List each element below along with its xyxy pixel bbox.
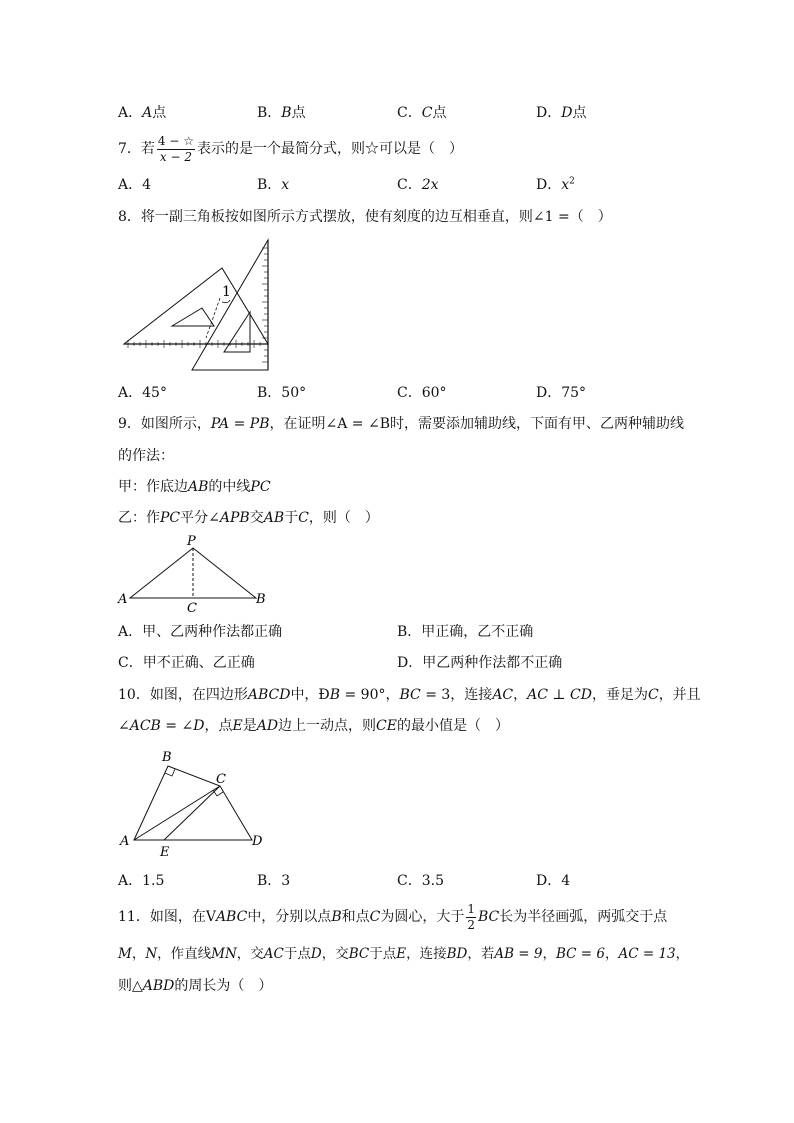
- option-letter: B．: [397, 624, 422, 640]
- option-value: 2x: [421, 177, 439, 193]
- q8-option-a: [118, 383, 167, 403]
- q8-option-c: [397, 383, 447, 403]
- option-letter: A．: [118, 105, 143, 121]
- option-letter: C．: [397, 873, 422, 889]
- text: ∠: [118, 718, 130, 734]
- q10-figure: [118, 746, 268, 860]
- q7-suffix: 表示的是一个最简分式，则☆可以是（ ）: [197, 141, 463, 157]
- q10-option-d: [536, 871, 570, 891]
- text: ，连接: [406, 946, 447, 962]
- text: ，点: [204, 718, 233, 734]
- option-value: 45°: [142, 385, 167, 401]
- math: C: [298, 510, 309, 526]
- math: PA = PB: [210, 416, 270, 432]
- math: PC: [160, 510, 181, 526]
- text: 边上一动点，则: [278, 718, 377, 734]
- option-text: 甲正确，乙不正确: [421, 624, 534, 640]
- math: AC = 13: [618, 946, 676, 962]
- option-letter: A．: [118, 624, 143, 640]
- option-letter: D．: [397, 655, 423, 671]
- option-var: C: [421, 105, 433, 121]
- text: ，在证明∠A = ∠B时，需要添加辅助线，下面有甲、乙两种辅助线: [269, 416, 685, 432]
- text: ，则（ ）: [308, 510, 379, 526]
- text: 于点: [369, 946, 397, 962]
- option-text: 甲不正确、乙正确: [142, 655, 255, 671]
- q9-stem-line2: 的作法：: [118, 448, 174, 464]
- label-c: C: [216, 772, 226, 787]
- text: ，: [542, 946, 556, 962]
- q7-stem: [118, 132, 463, 166]
- q9-option-b: [397, 622, 533, 642]
- text: ，: [675, 946, 690, 962]
- math: M: [118, 946, 132, 962]
- angle-1-label: 1: [222, 284, 231, 300]
- option-letter: D．: [536, 873, 562, 889]
- text: 平分∠: [180, 510, 220, 526]
- option-value: x: [281, 177, 290, 193]
- math: AC ⊥ CD: [527, 687, 592, 703]
- math: AB: [263, 510, 285, 526]
- option-value: 3.5: [421, 873, 444, 889]
- text: ，: [513, 687, 528, 703]
- math: AB: [188, 479, 209, 495]
- text: 的最小值是（ ）: [396, 718, 509, 734]
- option-letter: B．: [257, 177, 282, 193]
- option-letter: C．: [118, 655, 143, 671]
- label-e: E: [160, 845, 170, 860]
- q7-option-d: [536, 175, 575, 195]
- math: B: [329, 687, 341, 703]
- text: 交: [249, 510, 264, 526]
- text: 于点: [283, 946, 311, 962]
- q9-option-a: [118, 622, 282, 642]
- math: C: [647, 687, 659, 703]
- option-letter: A．: [118, 385, 143, 401]
- q9-figure: [116, 532, 276, 614]
- text: ，若: [467, 946, 495, 962]
- option-letter: D．: [536, 105, 562, 121]
- label-b: B: [256, 592, 266, 607]
- text: 乙：作: [118, 510, 160, 526]
- text: ，交: [321, 946, 349, 962]
- q9-stem-line1: [118, 414, 684, 434]
- option-text: 点: [572, 105, 587, 121]
- math: D: [193, 718, 205, 734]
- q10-stem-line2: [118, 716, 509, 736]
- math: AD: [256, 718, 279, 734]
- label-c: C: [187, 601, 197, 616]
- math: APB: [219, 510, 250, 526]
- q6-option-d: [536, 103, 586, 123]
- q7-denominator-text: x − 2: [159, 149, 192, 164]
- q10-option-b: [257, 871, 290, 891]
- segment-ce: [164, 786, 220, 840]
- math: E: [396, 946, 407, 962]
- text: ，交: [236, 946, 264, 962]
- math: C: [369, 909, 381, 925]
- option-letter: A．: [118, 177, 143, 193]
- text: 为圆心，大于: [380, 909, 465, 925]
- option-value: 50°: [281, 385, 307, 401]
- option-value: 3: [281, 873, 291, 889]
- option-text: 点: [152, 105, 167, 121]
- math: ABC: [215, 909, 248, 925]
- q7-option-c: [397, 175, 439, 195]
- option-letter: B．: [257, 385, 282, 401]
- q9-method-yi: [118, 508, 379, 528]
- q10-option-c: [397, 871, 444, 891]
- q8-option-d: [536, 383, 586, 403]
- text: 中，Ð: [290, 687, 330, 703]
- math: AC: [263, 946, 284, 962]
- math: D: [310, 946, 322, 962]
- option-var: A: [142, 105, 153, 121]
- option-value: 75°: [561, 385, 587, 401]
- option-letter: C．: [397, 177, 422, 193]
- option-text: 甲乙两种作法都不正确: [422, 655, 563, 671]
- q6-option-a: [118, 103, 166, 123]
- label-p: P: [187, 534, 196, 549]
- math: B: [331, 909, 342, 925]
- text: = ∠: [160, 718, 194, 734]
- angle-1-arc: [222, 300, 230, 303]
- q11-stem-line2: [118, 944, 689, 964]
- text: 长为半径画弧，两弧交于点: [499, 909, 668, 925]
- fraction-denominator: 2: [467, 917, 475, 932]
- option-exponent: 2: [569, 176, 575, 187]
- option-letter: C．: [397, 385, 422, 401]
- text: 则△: [118, 978, 143, 994]
- q9-option-c: [118, 653, 255, 673]
- set-square-30-60-inner: [224, 312, 250, 352]
- text: 于: [284, 510, 299, 526]
- q10-option-a: [118, 871, 164, 891]
- ruler-right-ticks: [262, 248, 268, 362]
- set-square-45: [124, 268, 268, 344]
- q8-option-b: [257, 383, 306, 403]
- text: 中，分别以点: [247, 909, 332, 925]
- text: 和点: [341, 909, 370, 925]
- q11-fraction-half: [466, 902, 476, 933]
- label-a: A: [120, 834, 130, 849]
- q7-numerator: 4 − ☆: [157, 133, 194, 148]
- fraction-numerator: 1: [467, 901, 475, 916]
- math: PC: [250, 479, 271, 495]
- option-letter: D．: [536, 385, 562, 401]
- q6-option-b: [257, 103, 306, 123]
- text: 甲：作底边: [118, 479, 188, 495]
- q11-stem-line1: [118, 900, 667, 934]
- math: BC: [399, 687, 421, 703]
- text: ，: [131, 946, 146, 962]
- option-text: 点: [291, 105, 306, 121]
- q8-figure: [118, 238, 278, 378]
- option-value: x: [561, 177, 570, 193]
- math: AB = 9: [494, 946, 543, 962]
- label-d: D: [252, 834, 263, 849]
- text: = 90°，: [340, 687, 400, 703]
- option-letter: A．: [118, 873, 143, 889]
- text: 10．如图，在四边形: [118, 687, 248, 703]
- q7-option-b: [257, 175, 289, 195]
- math: CE: [376, 718, 397, 734]
- option-value: 4: [561, 873, 571, 889]
- math: BC: [348, 946, 370, 962]
- q8-stem: 8．将一副三角板按如图所示方式摆放，使有刻度的边互相垂直，则∠1 =（ ）: [118, 209, 612, 225]
- option-text: 点: [432, 105, 447, 121]
- math: BD: [446, 946, 468, 962]
- option-var: D: [561, 105, 573, 121]
- text: ，作直线: [157, 946, 212, 962]
- set-square-30-60: [192, 240, 268, 370]
- label-a: A: [118, 592, 128, 607]
- option-value: 60°: [421, 385, 447, 401]
- q7-fraction: [157, 134, 195, 165]
- option-letter: D．: [536, 177, 562, 193]
- q7-prefix: 7．若: [118, 141, 155, 157]
- text: 9．如图所示，: [118, 416, 211, 432]
- text: ，垂足为: [591, 687, 648, 703]
- math: E: [232, 718, 243, 734]
- math: ACB: [129, 718, 161, 734]
- math: ABD: [142, 978, 175, 994]
- text: 的中线: [208, 479, 251, 495]
- text: ，: [604, 946, 619, 962]
- option-letter: C．: [397, 105, 422, 121]
- text: 的周长为（ ）: [174, 978, 273, 994]
- text: = 3，连接: [420, 687, 493, 703]
- math: AC: [492, 687, 514, 703]
- q7-denominator: [157, 150, 195, 165]
- math: BC = 6: [555, 946, 605, 962]
- option-letter: B．: [257, 105, 282, 121]
- q7-option-a: [118, 175, 151, 195]
- option-var: B: [281, 105, 292, 121]
- set-square-45-inner: [172, 308, 214, 326]
- label-b: B: [162, 750, 172, 765]
- text: 是: [242, 718, 257, 734]
- option-text: 甲、乙两种作法都正确: [142, 624, 283, 640]
- math: N: [145, 946, 158, 962]
- q10-stem-line1: [118, 685, 701, 705]
- text: ，并且: [658, 687, 701, 703]
- q9-option-d: [397, 653, 562, 673]
- q11-stem-line3: [118, 976, 272, 996]
- q6-option-c: [397, 103, 446, 123]
- option-value: 4: [142, 177, 152, 193]
- option-letter: B．: [257, 873, 282, 889]
- math: MN: [211, 946, 237, 962]
- math: BC: [477, 909, 500, 925]
- option-value: 1.5: [142, 873, 165, 889]
- q9-method-jia: [118, 477, 271, 497]
- math: ABCD: [247, 687, 291, 703]
- text: 11．如图，在V: [118, 909, 216, 925]
